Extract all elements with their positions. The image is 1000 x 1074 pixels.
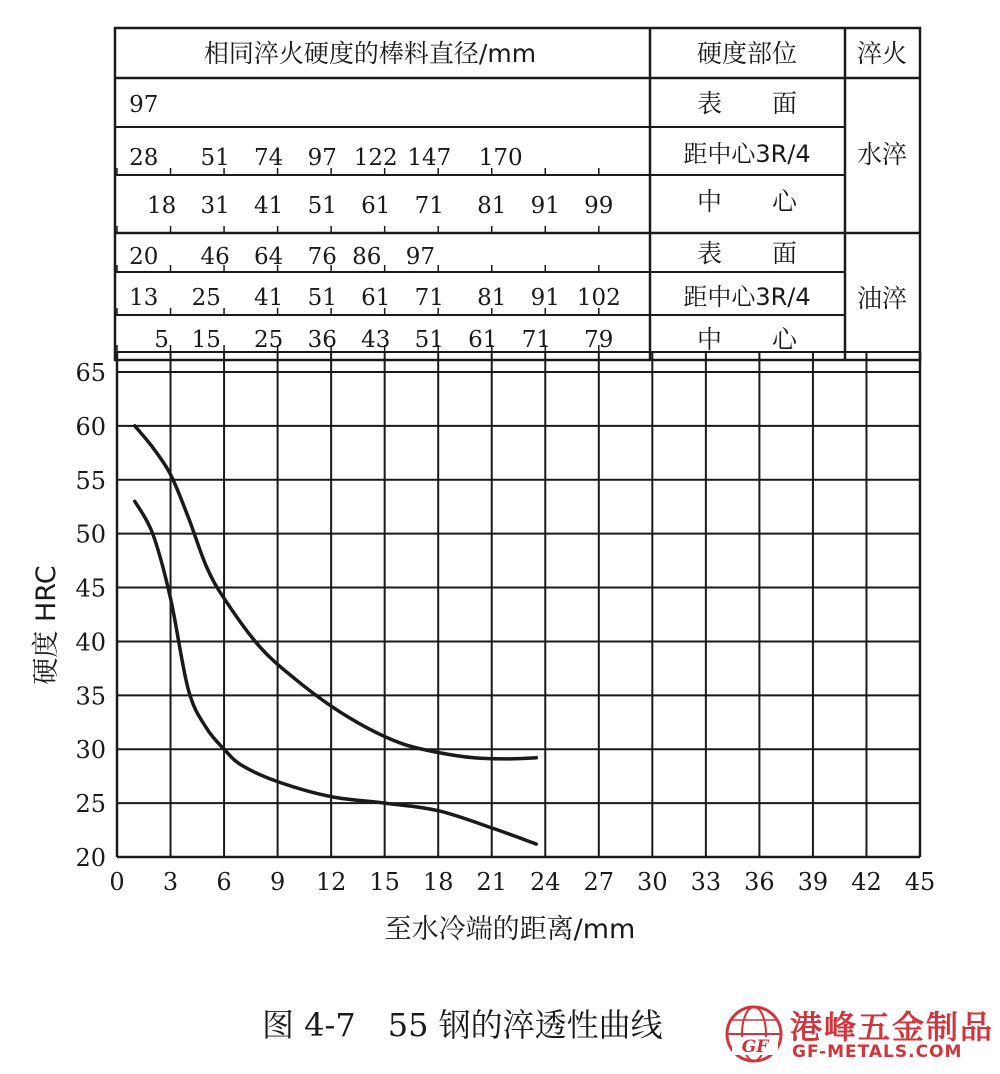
y-tick-65: 65	[75, 359, 106, 387]
row-2-value-1: 28	[129, 145, 159, 171]
y-tick-45: 45	[75, 574, 106, 603]
y-tick-55: 55	[75, 466, 106, 495]
row-3-value-8: 91	[530, 193, 560, 219]
row-5-value-9: 102	[576, 285, 621, 311]
row-3-value-2: 31	[200, 193, 230, 219]
row-6-value-1: 5	[154, 327, 169, 353]
y-tick-30: 30	[75, 736, 106, 765]
row-5-value-3: 41	[254, 285, 284, 311]
globe-icon	[724, 1004, 784, 1064]
x-tick-6: 6	[216, 868, 232, 896]
row-6-value-3: 25	[254, 327, 284, 353]
row-3-value-6: 71	[414, 193, 444, 219]
x-tick-36: 36	[744, 868, 775, 896]
row-1-location: 表 面	[696, 89, 798, 118]
row-5-value-2: 25	[191, 285, 221, 311]
x-tick-21: 21	[476, 868, 508, 896]
x-tick-18: 18	[422, 868, 454, 896]
x-tick-labels	[109, 868, 935, 896]
row-6-location: 中 心	[696, 325, 798, 354]
row-2-value-3: 74	[254, 145, 284, 171]
group-oil-quench: 油淬	[856, 284, 908, 313]
y-tick-60: 60	[75, 412, 106, 441]
row-3-value-9: 99	[584, 193, 614, 219]
row-2-value-7: 170	[478, 145, 523, 171]
row-3-value-7: 81	[477, 193, 507, 219]
row-6-value-4: 36	[307, 327, 337, 353]
y-tick-50: 50	[75, 520, 106, 549]
row-6-value-5: 43	[361, 327, 391, 353]
row-5-value-5: 61	[361, 285, 391, 311]
row-3-location: 中 心	[696, 187, 798, 216]
row-2-value-6: 147	[407, 145, 452, 171]
x-tick-45: 45	[904, 868, 936, 896]
x-tick-39: 39	[797, 868, 829, 896]
row-6-value-9: 79	[584, 327, 614, 353]
y-tick-labels	[75, 359, 106, 872]
row-5-value-6: 71	[414, 285, 444, 311]
row-5-value-4: 51	[307, 285, 337, 311]
logo-chinese-text: 港峰五金制品	[790, 1008, 995, 1046]
row-6-value-7: 61	[468, 327, 498, 353]
y-tick-40: 40	[75, 628, 106, 657]
table-header-location: 硬度部位	[696, 39, 798, 68]
row-3-value-4: 51	[307, 193, 337, 219]
row-4-location: 表 面	[696, 239, 798, 268]
row-4-value-3: 64	[254, 244, 284, 270]
row-5-value-8: 91	[530, 285, 560, 311]
x-tick-12: 12	[315, 868, 347, 896]
row-4-value-1: 20	[129, 244, 159, 270]
row-4-value-2: 46	[200, 244, 230, 270]
x-tick-24: 24	[529, 868, 561, 896]
plot-grid	[117, 352, 920, 857]
curve-lower	[135, 501, 537, 844]
y-tick-20: 20	[75, 844, 106, 872]
row-5-value-7: 81	[477, 285, 507, 311]
row-1-value-1: 97	[129, 92, 159, 118]
row-2-value-5: 122	[353, 145, 398, 171]
row-4-value-6: 97	[405, 244, 435, 270]
table-header-diameter: 相同淬火硬度的棒料直径/mm	[203, 39, 537, 68]
y-axis-label: 硬度 HRC	[31, 565, 62, 685]
x-tick-3: 3	[162, 868, 179, 896]
table-values	[129, 92, 621, 353]
y-tick-35: 35	[75, 682, 106, 711]
row-5-value-1: 13	[129, 285, 159, 311]
x-tick-42: 42	[851, 868, 882, 896]
x-tick-33: 33	[690, 868, 722, 896]
row-3-value-5: 61	[361, 193, 391, 219]
row-2-value-2: 51	[200, 145, 230, 171]
y-tick-25: 25	[75, 790, 106, 819]
x-tick-27: 27	[583, 868, 615, 896]
row-4-value-5: 86	[352, 244, 382, 270]
row-5-location: 距中心3R/4	[683, 283, 811, 311]
x-tick-30: 30	[637, 868, 668, 896]
gf-metals-logo	[724, 1002, 994, 1068]
logo-badge-text: GF	[741, 1037, 769, 1057]
hardness-curves	[135, 426, 537, 844]
x-axis-label: 至水冷端的距离/mm	[384, 914, 636, 945]
x-tick-0: 0	[109, 868, 125, 896]
row-6-value-2: 15	[191, 327, 221, 353]
row-2-value-4: 97	[307, 145, 337, 171]
row-4-value-4: 76	[307, 244, 337, 270]
table-header-quench: 淬火	[856, 39, 908, 68]
figure-caption: 图 4-7 55 钢的淬透性曲线	[262, 1006, 663, 1044]
row-6-value-6: 51	[414, 327, 444, 353]
x-tick-9: 9	[269, 868, 286, 896]
x-tick-15: 15	[369, 868, 400, 896]
logo-url-text: GF-METALS.COM	[792, 1042, 963, 1062]
group-water-quench: 水淬	[856, 140, 908, 169]
row-2-location: 距中心3R/4	[683, 140, 811, 168]
row-3-value-3: 41	[254, 193, 284, 219]
row-6-value-8: 71	[521, 327, 551, 353]
row-3-value-1: 18	[146, 193, 177, 219]
